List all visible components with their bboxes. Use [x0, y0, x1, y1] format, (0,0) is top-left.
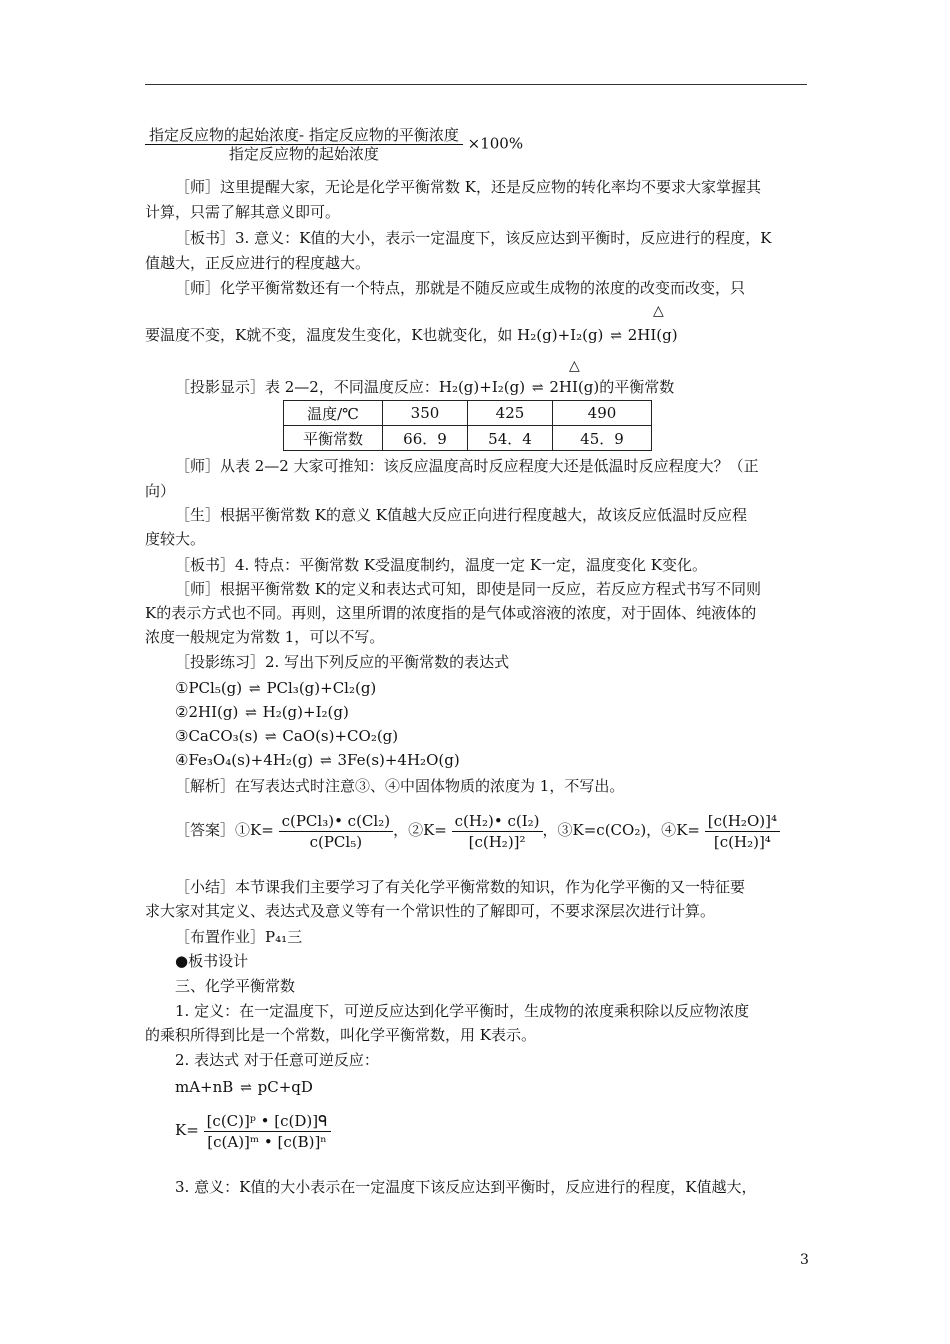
answer-fraction-1	[279, 811, 394, 852]
table-row	[284, 401, 652, 426]
equation-right: pC+qD	[257, 1078, 313, 1096]
k-symbol: K=	[250, 821, 274, 839]
equation-left: mA+nB	[175, 1078, 234, 1096]
heat-delta-symbol: △	[569, 358, 580, 374]
paragraph: ［布置作业］P₄₁三	[175, 928, 303, 946]
equilibrium-arrow-icon: ⇌	[319, 753, 331, 769]
fraction-numerator: [c(C)]ᵖ • [c(D)]ᑫ	[204, 1111, 331, 1132]
answer-fraction-4	[705, 811, 780, 852]
equation-right: PCl₃(g)+Cl₂(g)	[266, 679, 377, 697]
table-cell: 350	[383, 401, 468, 426]
general-fraction	[204, 1111, 331, 1152]
fraction-denominator: [c(H₂)]²	[468, 832, 526, 851]
equation-right: H₂(g)+I₂(g)	[262, 703, 349, 721]
paragraph	[175, 376, 837, 399]
paragraph: 1. 定义：在一定温度下，可逆反应达到化学平衡时，生成物的浓度乘积除以反应物浓度	[175, 1002, 750, 1020]
k-symbol: K=	[175, 1121, 199, 1139]
paragraph: 向）	[145, 482, 176, 500]
fraction-numerator: [c(H₂O)]⁴	[705, 811, 780, 832]
equation-left: ③CaCO₃(s)	[175, 727, 259, 745]
equilibrium-arrow-icon: ⇌	[610, 328, 621, 344]
answer-separator: ，②	[393, 821, 424, 839]
reaction-line	[175, 677, 837, 700]
paragraph: 2. 表达式 对于任意可逆反应：	[175, 1051, 379, 1069]
equation-right: CaO(s)+CO₂(g)	[282, 727, 399, 745]
page-number: 3	[800, 1252, 809, 1268]
equation-left: ［投影显示］表 2—2，不同温度反应：H₂(g)+I₂(g)	[175, 378, 526, 396]
equilibrium-constant-table	[283, 400, 652, 451]
equilibrium-arrow-icon: ⇌	[264, 729, 276, 745]
answer-label: ［答案］①	[175, 821, 251, 839]
paragraph: ［板书］3. 意义：K值的大小，表示一定温度下，该反应达到平衡时，反应进行的程度，K	[175, 229, 772, 247]
k-symbol: K=	[423, 821, 447, 839]
equation-right: 2HI(g)	[627, 326, 678, 344]
paragraph: ［投影练习］2. 写出下列反应的平衡常数的表达式	[175, 653, 510, 671]
fraction-denominator: c(PCl₅)	[309, 832, 363, 851]
table-cell: 45．9	[553, 426, 652, 451]
table-cell: 54．4	[468, 426, 553, 451]
reaction-line	[175, 749, 837, 772]
paragraph: ●板书设计	[175, 952, 249, 970]
general-expression	[175, 1106, 837, 1154]
paragraph: 计算，只需了解其意义即可。	[145, 203, 341, 221]
answer-fraction-2	[452, 811, 543, 852]
equation-right: 3Fe(s)+4H₂O(g)	[337, 751, 460, 769]
paragraph: ［师］根据平衡常数 K的定义和表达式可知，即使是同一反应，若反应方程式书写不同则	[175, 580, 761, 598]
equilibrium-arrow-icon: ⇌	[245, 705, 256, 721]
conversion-formula	[145, 126, 807, 163]
paragraph: ［师］这里提醒大家，无论是化学平衡常数 K，还是反应物的转化率均不要求大家掌握其	[175, 178, 761, 196]
answer-line	[175, 808, 837, 852]
k-symbol: K=	[676, 821, 700, 839]
paragraph: ［师］化学平衡常数还有一个特点，那就是不随反应或生成物的浓度的改变而改变，只	[175, 279, 746, 297]
equation-left: ②2HI(g)	[175, 703, 239, 721]
table-cell: 平衡常数	[284, 426, 383, 451]
fraction-denominator: 指定反应物的起始浓度	[228, 145, 379, 163]
conversion-fraction	[145, 126, 463, 163]
table-cell: 温度/℃	[284, 401, 383, 426]
paragraph	[145, 324, 807, 347]
equilibrium-arrow-icon: ⇌	[531, 380, 543, 396]
paragraph: 浓度一般规定为常数 1，可以不写。	[145, 628, 385, 646]
table-cell: 425	[468, 401, 553, 426]
table-row	[284, 426, 652, 451]
paragraph: ［小结］本节课我们主要学习了有关化学平衡常数的知识，作为化学平衡的又一特征要	[175, 878, 746, 896]
paragraph: 三、化学平衡常数	[175, 977, 296, 995]
paragraph: 求大家对其定义、表达式及意义等有一个常识性的了解即可，不要求深层次进行计算。	[145, 902, 716, 920]
paragraph: 的乘积所得到比是一个常数，叫化学平衡常数，用 K表示。	[145, 1026, 536, 1044]
paragraph: K的表示方式也不同。再则，这里所谓的浓度指的是气体或溶液的浓度，对于固体、纯液体的	[145, 604, 757, 622]
fraction-numerator: 指定反应物的起始浓度- 指定反应物的平衡浓度	[145, 126, 463, 145]
equation-left: 要温度不变，K就不变，温度发生变化，K也就变化，如 H₂(g)+I₂(g)	[145, 326, 604, 344]
general-reaction	[175, 1076, 837, 1099]
percent-suffix: ×100%	[467, 134, 524, 153]
paragraph: ［生］根据平衡常数 K的意义 K值越大反应正向进行程度越大，故该反应低温时反应程	[175, 506, 747, 524]
answer-separator: ，③K=c(CO₂)，④	[542, 821, 677, 839]
equation-left: ④Fe₃O₄(s)+4H₂(g)	[175, 751, 314, 769]
fraction-numerator: c(H₂)• c(I₂)	[452, 811, 543, 832]
reaction-line	[175, 701, 837, 724]
paragraph: 3. 意义：K值的大小表示在一定温度下该反应达到平衡时，反应进行的程度，K值越大，	[175, 1178, 757, 1196]
equation-right: 2HI(g)的平衡常数	[549, 378, 675, 396]
fraction-denominator: [c(A)]ᵐ • [c(B)]ⁿ	[207, 1132, 327, 1151]
header-rule	[145, 84, 807, 85]
equation-left: ①PCl₅(g)	[175, 679, 243, 697]
paragraph: ［解析］在写表达式时注意③、④中固体物质的浓度为 1，不写出。	[175, 777, 625, 795]
table-cell: 490	[553, 401, 652, 426]
table-cell: 66．9	[383, 426, 468, 451]
paragraph: 值越大，正反应进行的程度越大。	[145, 254, 371, 272]
equilibrium-arrow-icon: ⇌	[240, 1080, 251, 1096]
paragraph: 度较大。	[145, 530, 206, 548]
equilibrium-arrow-icon: ⇌	[248, 681, 260, 697]
reaction-line	[175, 725, 837, 748]
fraction-numerator: c(PCl₃)• c(Cl₂)	[279, 811, 394, 832]
paragraph: ［板书］4. 特点：平衡常数 K受温度制约，温度一定 K一定，温度变化 K变化。	[175, 556, 708, 574]
heat-delta-symbol: △	[653, 303, 664, 319]
fraction-denominator: [c(H₂)]⁴	[713, 832, 771, 851]
paragraph: ［师］从表 2—2 大家可推知：该反应温度高时反应程度大还是低温时反应程度大？（正	[175, 457, 759, 475]
